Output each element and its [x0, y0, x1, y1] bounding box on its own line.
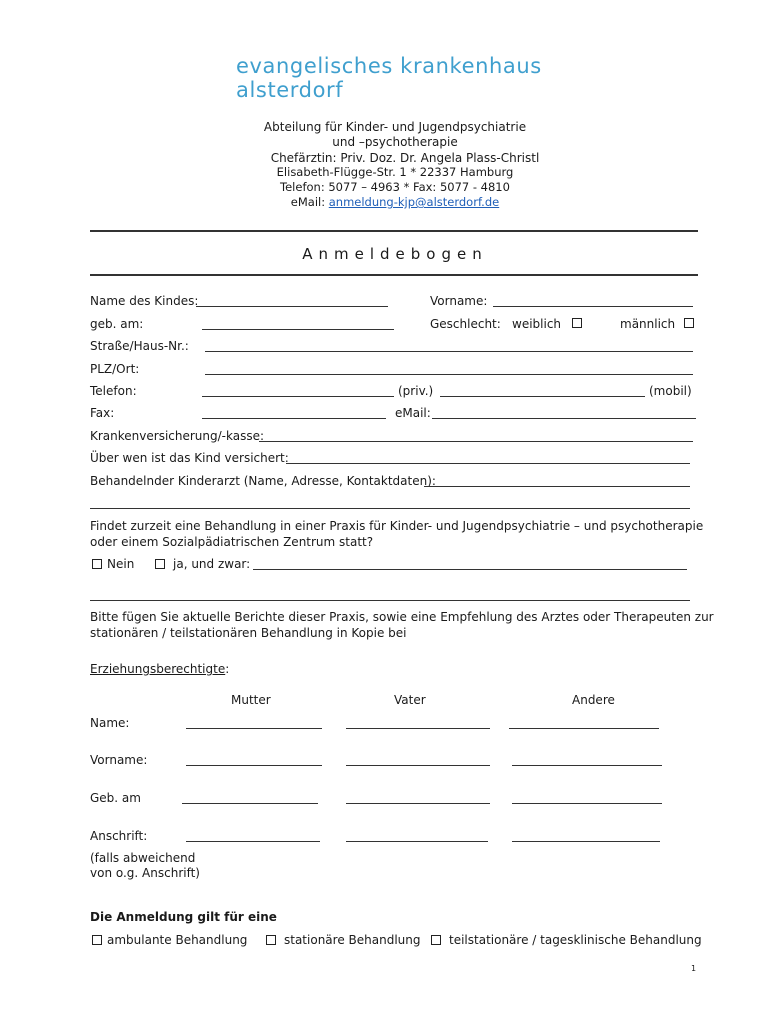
gender-label: Geschlecht:	[430, 317, 501, 331]
column-mother: Mutter	[231, 693, 271, 707]
column-father: Vater	[394, 693, 426, 707]
other-firstname-field[interactable]	[512, 755, 662, 766]
street-field[interactable]	[205, 341, 693, 352]
address-note-line-1: (falls abweichend	[90, 851, 196, 865]
treatment-yes-field[interactable]	[253, 559, 687, 570]
street-label: Straße/Haus-Nr.:	[90, 339, 189, 353]
pediatrician-label: Behandelnder Kinderarzt (Name, Adresse, Kontaktdaten):	[90, 474, 436, 488]
insured-via-field[interactable]	[286, 453, 690, 464]
inpatient-checkbox[interactable]	[266, 935, 276, 945]
chief-physician: Chefärztin: Priv. Doz. Dr. Angela Plass-Christl	[270, 151, 540, 165]
phone-label: Telefon:	[90, 384, 137, 398]
column-other: Andere	[572, 693, 615, 707]
father-name-field[interactable]	[346, 718, 490, 729]
insured-via-label: Über wen ist das Kind versichert:	[90, 451, 289, 465]
fax-label: Fax:	[90, 406, 115, 420]
child-name-label: Name des Kindes:	[90, 294, 199, 308]
treatment-yes-label: ja, und zwar:	[173, 557, 251, 571]
mother-name-field[interactable]	[186, 718, 322, 729]
gender-male-checkbox[interactable]	[684, 318, 694, 328]
guardian-birth-label: Geb. am	[90, 791, 141, 805]
address: Elisabeth-Flügge-Str. 1 * 22337 Hamburg	[276, 165, 514, 179]
outpatient-checkbox[interactable]	[92, 935, 102, 945]
guardian-name-label: Name:	[90, 716, 130, 730]
mother-birth-field[interactable]	[182, 793, 318, 804]
fax-field[interactable]	[202, 408, 386, 419]
phone-private-label: (priv.)	[398, 384, 434, 398]
guardians-heading	[90, 662, 229, 676]
pediatrician-field-continued[interactable]	[90, 498, 690, 509]
email-link[interactable]: anmeldung-kjp@alsterdorf.de	[328, 195, 500, 209]
gender-male-label: männlich	[620, 317, 676, 331]
registration-heading: Die Anmeldung gilt für eine	[90, 910, 277, 924]
title-rule-bottom	[90, 274, 698, 276]
birthdate-field[interactable]	[202, 319, 394, 330]
treatment-yes-checkbox[interactable]	[155, 559, 165, 569]
insurance-label: Krankenversicherung/-kasse:	[90, 429, 265, 443]
email-line	[0, 195, 770, 210]
treatment-question-line-1: Findet zurzeit eine Behandlung in einer Praxis für Kinder- und Jugendpsychiatrie – und psychotherapie	[90, 519, 704, 533]
email-field[interactable]	[432, 408, 696, 419]
day-clinic-label: teilstationäre / tagesklinische Behandlung	[449, 933, 702, 947]
gender-female-label: weiblich	[512, 317, 562, 331]
department-line-1: Abteilung für Kinder- und Jugendpsychiatrie	[263, 120, 527, 134]
page-number: 1	[691, 964, 697, 973]
zip-label: PLZ/Ort:	[90, 362, 140, 376]
father-firstname-field[interactable]	[346, 755, 490, 766]
guardians-heading-text: Erziehungsberechtigte	[90, 662, 226, 676]
email-label: eMail:	[290, 195, 329, 209]
logo-line-1: evangelisches krankenhaus	[236, 54, 542, 78]
gender-female-checkbox[interactable]	[572, 318, 582, 328]
mother-address-field[interactable]	[186, 831, 320, 842]
father-birth-field[interactable]	[346, 793, 490, 804]
outpatient-label: ambulante Behandlung	[107, 933, 248, 947]
pediatrician-field[interactable]	[424, 476, 690, 487]
guardians-heading-colon: :	[225, 662, 230, 676]
birthdate-label: geb. am:	[90, 317, 144, 331]
guardian-address-label: Anschrift:	[90, 829, 148, 843]
zip-field[interactable]	[205, 364, 693, 375]
treatment-question-line-2: oder einem Sozialpädiatrischen Zentrum statt?	[90, 535, 374, 549]
guardian-firstname-label: Vorname:	[90, 753, 148, 767]
phone-private-field[interactable]	[202, 386, 394, 397]
child-firstname-field[interactable]	[493, 296, 693, 307]
phone-fax: Telefon: 5077 – 4963 * Fax: 5077 - 4810	[280, 180, 510, 194]
reports-line-2: stationären / teilstationären Behandlung in Kopie bei	[90, 626, 407, 640]
day-clinic-checkbox[interactable]	[431, 935, 441, 945]
title-rule-top	[90, 230, 698, 232]
reports-line-1: Bitte fügen Sie aktuelle Berichte dieser Praxis, sowie eine Empfehlung des Arztes oder Therapeuten zur	[90, 610, 714, 624]
treatment-no-checkbox[interactable]	[92, 559, 102, 569]
phone-mobile-field[interactable]	[440, 386, 645, 397]
mother-firstname-field[interactable]	[186, 755, 322, 766]
phone-mobile-label: (mobil)	[649, 384, 692, 398]
other-name-field[interactable]	[509, 718, 659, 729]
inpatient-label: stationäre Behandlung	[284, 933, 421, 947]
department-line-2: und –psychotherapie	[332, 135, 458, 149]
other-birth-field[interactable]	[512, 793, 662, 804]
child-name-field[interactable]	[196, 296, 388, 307]
insurance-field[interactable]	[259, 431, 693, 442]
address-note-line-2: von o.g. Anschrift)	[90, 866, 200, 880]
treatment-yes-field-continued[interactable]	[90, 590, 690, 601]
email-field-label: eMail:	[395, 406, 431, 420]
other-address-field[interactable]	[512, 831, 660, 842]
treatment-no-label: Nein	[107, 557, 135, 571]
child-firstname-label: Vorname:	[430, 294, 488, 308]
hospital-logo	[236, 54, 542, 102]
father-address-field[interactable]	[346, 831, 488, 842]
logo-line-2: alsterdorf	[236, 78, 344, 102]
form-title: Anmeldebogen	[302, 245, 488, 263]
